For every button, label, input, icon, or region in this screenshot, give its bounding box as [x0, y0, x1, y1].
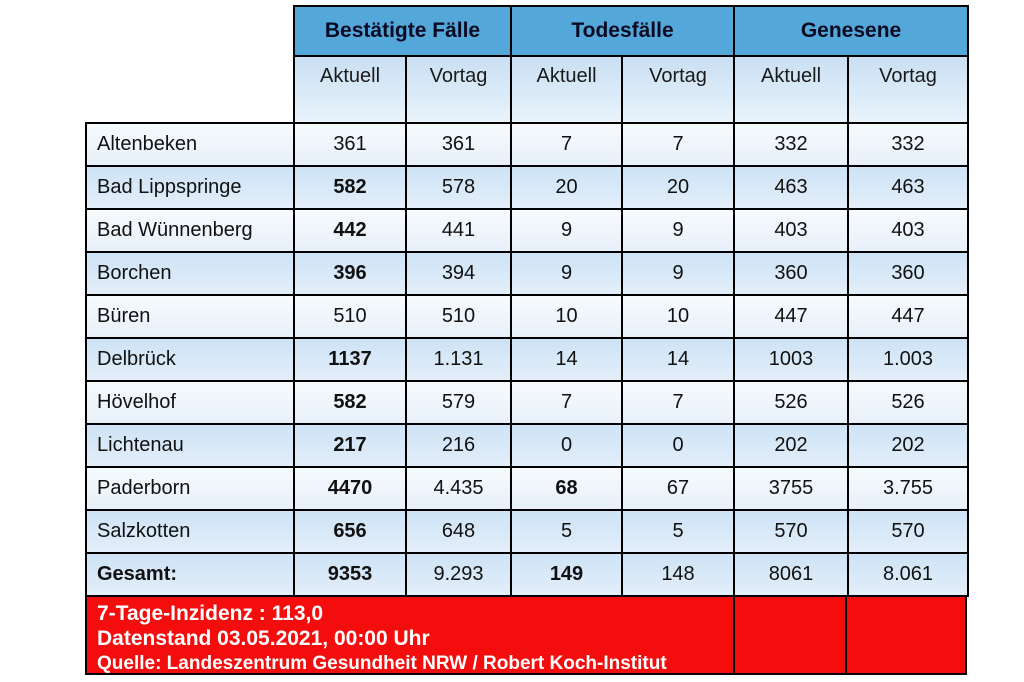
table-header	[293, 5, 969, 124]
cell-value: 442	[294, 209, 406, 252]
cell-value: 578	[406, 166, 511, 209]
cell-value: 0	[622, 424, 734, 467]
row-name: Salzkotten	[86, 510, 294, 553]
cell-value: 9	[511, 209, 622, 252]
cell-value: 217	[294, 424, 406, 467]
covid-statistics-table	[85, 5, 967, 675]
row-name: Hövelhof	[86, 381, 294, 424]
cell-value: 396	[294, 252, 406, 295]
cell-value: 202	[848, 424, 968, 467]
cell-value: 526	[734, 381, 848, 424]
cell-value: 570	[734, 510, 848, 553]
incidence-banner-text	[87, 597, 735, 673]
cell-value: 1003	[734, 338, 848, 381]
row-name: Paderborn	[86, 467, 294, 510]
cell-value: 202	[734, 424, 848, 467]
subheader-genesene-vortag: Vortag	[848, 56, 968, 123]
cell-value: 447	[848, 295, 968, 338]
cell-value: 0	[511, 424, 622, 467]
cell-value: 332	[848, 123, 968, 166]
cell-value: 403	[734, 209, 848, 252]
cell-value: 394	[406, 252, 511, 295]
row-name: Borchen	[86, 252, 294, 295]
table-row-salzkotten	[86, 510, 968, 553]
table-row-lichtenau	[86, 424, 968, 467]
cell-value: 510	[406, 295, 511, 338]
sub-header-row	[294, 56, 968, 123]
cell-value: 332	[734, 123, 848, 166]
cell-value: 148	[622, 553, 734, 596]
incidence-banner	[85, 595, 967, 675]
cell-value: 1137	[294, 338, 406, 381]
cell-value: 8061	[734, 553, 848, 596]
cell-value: 463	[734, 166, 848, 209]
cell-value: 216	[406, 424, 511, 467]
row-name: Bad Lippspringe	[86, 166, 294, 209]
cell-value: 14	[511, 338, 622, 381]
cell-value: 582	[294, 166, 406, 209]
cell-value: 68	[511, 467, 622, 510]
cell-value: 9	[511, 252, 622, 295]
cell-value: 9353	[294, 553, 406, 596]
cell-value: 570	[848, 510, 968, 553]
cell-value: 5	[622, 510, 734, 553]
cell-value: 7	[511, 381, 622, 424]
cell-value: 360	[848, 252, 968, 295]
table-row-altenbeken	[86, 123, 968, 166]
row-name: Lichtenau	[86, 424, 294, 467]
cell-value: 656	[294, 510, 406, 553]
table-row-bueren	[86, 295, 968, 338]
quelle-line: Quelle: Landeszentrum Gesundheit NRW / Robert Koch-Institut	[97, 653, 667, 674]
cell-value: 4.435	[406, 467, 511, 510]
cell-value: 361	[294, 123, 406, 166]
incidence-line: 7-Tage-Inzidenz : 113,0	[97, 602, 324, 625]
row-name: Büren	[86, 295, 294, 338]
table-body	[85, 122, 969, 597]
cell-value: 7	[622, 123, 734, 166]
table-row-bad-lippspringe	[86, 166, 968, 209]
table-row-paderborn	[86, 467, 968, 510]
cell-value: 67	[622, 467, 734, 510]
cell-value: 510	[294, 295, 406, 338]
cell-value: 7	[511, 123, 622, 166]
cell-value: 1.003	[848, 338, 968, 381]
cell-value: 648	[406, 510, 511, 553]
cell-value: 3.755	[848, 467, 968, 510]
cell-value: 441	[406, 209, 511, 252]
cell-value: 9	[622, 209, 734, 252]
cell-value: 360	[734, 252, 848, 295]
cell-value: 9.293	[406, 553, 511, 596]
table-row-hoevelhof	[86, 381, 968, 424]
table-row-gesamt	[86, 553, 968, 596]
cell-value: 1.131	[406, 338, 511, 381]
cell-value: 4470	[294, 467, 406, 510]
col-group-todesfaelle: Todesfälle	[511, 6, 734, 56]
banner-empty-cell	[847, 597, 965, 673]
cell-value: 3755	[734, 467, 848, 510]
col-group-bestaetigte-faelle: Bestätigte Fälle	[294, 6, 511, 56]
table-row-bad-wuennenberg	[86, 209, 968, 252]
cell-value: 463	[848, 166, 968, 209]
cell-value: 9	[622, 252, 734, 295]
cell-value: 20	[511, 166, 622, 209]
cell-value: 403	[848, 209, 968, 252]
subheader-genesene-aktuell: Aktuell	[734, 56, 848, 123]
row-name: Delbrück	[86, 338, 294, 381]
cell-value: 14	[622, 338, 734, 381]
table-row-delbrueck	[86, 338, 968, 381]
cell-value: 361	[406, 123, 511, 166]
subheader-bestaetigte-vortag: Vortag	[406, 56, 511, 123]
cell-value: 5	[511, 510, 622, 553]
cell-value: 582	[294, 381, 406, 424]
cell-value: 149	[511, 553, 622, 596]
cell-value: 8.061	[848, 553, 968, 596]
col-group-genesene: Genesene	[734, 6, 968, 56]
cell-value: 526	[848, 381, 968, 424]
cell-value: 7	[622, 381, 734, 424]
subheader-bestaetigte-aktuell: Aktuell	[294, 56, 406, 123]
cell-value: 10	[622, 295, 734, 338]
cell-value: 10	[511, 295, 622, 338]
cell-value: 447	[734, 295, 848, 338]
banner-empty-cell	[735, 597, 847, 673]
datenstand-line: Datenstand 03.05.2021, 00:00 Uhr	[97, 627, 430, 650]
row-name: Altenbeken	[86, 123, 294, 166]
subheader-todesfaelle-aktuell: Aktuell	[511, 56, 622, 123]
cell-value: 579	[406, 381, 511, 424]
row-name: Bad Wünnenberg	[86, 209, 294, 252]
row-name: Gesamt:	[86, 553, 294, 596]
column-group-row	[294, 6, 968, 56]
subheader-todesfaelle-vortag: Vortag	[622, 56, 734, 123]
table-row-borchen	[86, 252, 968, 295]
cell-value: 20	[622, 166, 734, 209]
